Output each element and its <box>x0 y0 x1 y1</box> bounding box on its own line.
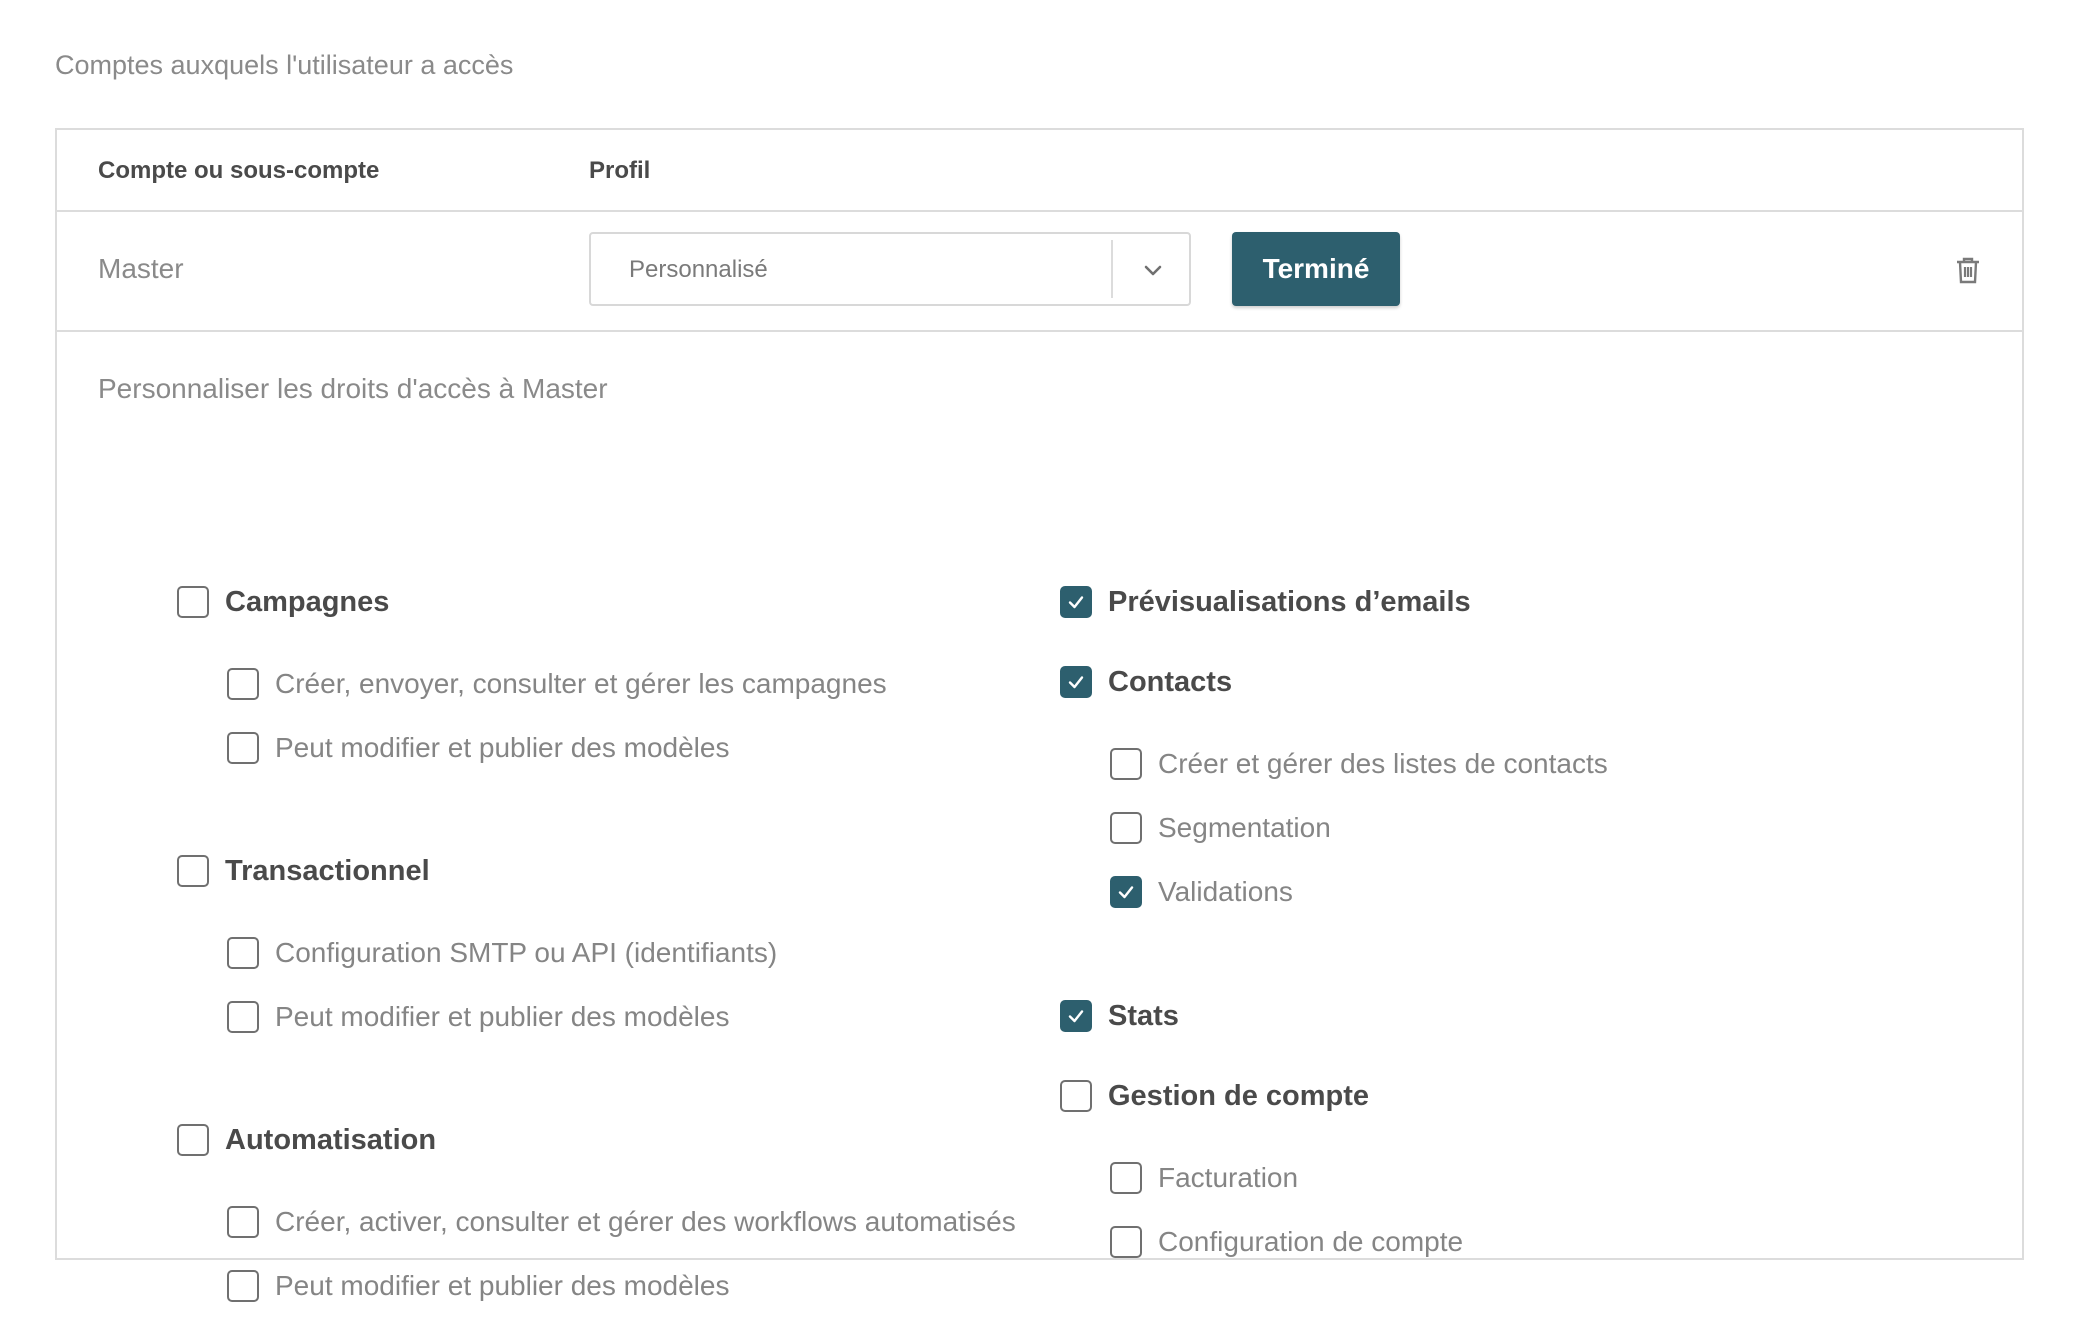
column-header-account: Compte ou sous-compte <box>98 157 380 184</box>
permissions-area <box>57 330 2022 1301</box>
permission-transactionnel[interactable] <box>177 851 430 891</box>
checkbox[interactable] <box>1060 1080 1092 1112</box>
permission-gestion-facturation[interactable] <box>1110 1158 1298 1198</box>
permission-automatisation-modeles[interactable] <box>227 1266 729 1306</box>
permission-transactionnel-modeles[interactable] <box>227 997 729 1037</box>
accounts-panel <box>55 128 2024 1301</box>
permission-label: Créer et gérer des listes de contacts <box>1158 748 1608 779</box>
checkmark-icon <box>1066 672 1086 692</box>
permissions-title: Personnaliser les droits d'accès à Master <box>98 373 608 404</box>
checkbox[interactable] <box>177 1124 209 1156</box>
checkbox[interactable] <box>227 1206 259 1238</box>
permission-automatisation-workflows[interactable] <box>227 1202 1016 1242</box>
checkbox[interactable] <box>227 668 259 700</box>
trash-icon[interactable] <box>1953 255 1983 285</box>
checkbox[interactable] <box>227 1270 259 1302</box>
account-row <box>57 210 2022 332</box>
checkbox[interactable] <box>227 1001 259 1033</box>
checkbox[interactable] <box>177 855 209 887</box>
checkbox[interactable] <box>1110 876 1142 908</box>
permission-label: Campagnes <box>225 585 390 618</box>
account-name: Master <box>98 253 184 284</box>
checkbox[interactable] <box>1110 748 1142 780</box>
checkbox[interactable] <box>227 732 259 764</box>
permission-campagnes[interactable] <box>177 582 389 622</box>
permission-contacts[interactable] <box>1060 662 1232 702</box>
permission-label: Prévisualisations d’emails <box>1108 585 1471 618</box>
checkbox[interactable] <box>1110 1226 1142 1258</box>
table-header <box>57 130 2022 212</box>
permission-label: Gestion de compte <box>1108 1079 1370 1112</box>
checkbox[interactable] <box>1060 1000 1092 1032</box>
permission-automatisation[interactable] <box>177 1120 436 1160</box>
section-title: Comptes auxquels l'utilisateur a accès <box>55 50 514 80</box>
profile-select-value: Personnalisé <box>629 256 768 283</box>
checkbox[interactable] <box>177 586 209 618</box>
select-divider <box>1111 240 1113 298</box>
permission-label: Peut modifier et publier des modèles <box>275 1001 730 1032</box>
checkbox[interactable] <box>1060 586 1092 618</box>
permission-label: Automatisation <box>225 1123 437 1156</box>
permission-label: Segmentation <box>1158 812 1331 843</box>
permission-label: Créer, activer, consulter et gérer des workflows automatisés <box>275 1206 1016 1237</box>
permission-label: Transactionnel <box>225 854 430 887</box>
permission-label: Créer, envoyer, consulter et gérer les campagnes <box>275 668 887 699</box>
permission-label: Peut modifier et publier des modèles <box>275 1270 730 1301</box>
permission-label: Configuration de compte <box>1158 1226 1464 1257</box>
permission-stats[interactable] <box>1060 996 1179 1036</box>
permission-previsualisations[interactable] <box>1060 582 1471 622</box>
column-header-profile: Profil <box>589 157 651 184</box>
permission-label: Facturation <box>1158 1162 1299 1193</box>
chevron-down-icon <box>1139 256 1167 284</box>
done-button[interactable]: Terminé <box>1232 232 1400 306</box>
permission-label: Configuration SMTP ou API (identifiants) <box>275 937 778 968</box>
permission-campagnes-modeles[interactable] <box>227 728 729 768</box>
checkbox[interactable] <box>1060 666 1092 698</box>
profile-select[interactable] <box>589 232 1191 306</box>
checkmark-icon <box>1066 592 1086 612</box>
permission-gestion[interactable] <box>1060 1076 1369 1116</box>
checkmark-icon <box>1116 882 1136 902</box>
checkbox[interactable] <box>1110 812 1142 844</box>
permission-label: Validations <box>1158 876 1293 907</box>
permission-campagnes-creer[interactable] <box>227 664 887 704</box>
permission-label: Contacts <box>1108 665 1233 698</box>
permission-contacts-validations[interactable] <box>1110 872 1293 912</box>
permission-label: Stats <box>1108 999 1179 1032</box>
checkbox[interactable] <box>1110 1162 1142 1194</box>
permission-contacts-listes[interactable] <box>1110 744 1608 784</box>
checkbox[interactable] <box>227 937 259 969</box>
checkmark-icon <box>1066 1006 1086 1026</box>
permission-contacts-segmentation[interactable] <box>1110 808 1331 848</box>
permission-gestion-configuration[interactable] <box>1110 1222 1463 1262</box>
permission-label: Peut modifier et publier des modèles <box>275 732 730 763</box>
permission-transactionnel-smtp[interactable] <box>227 933 777 973</box>
